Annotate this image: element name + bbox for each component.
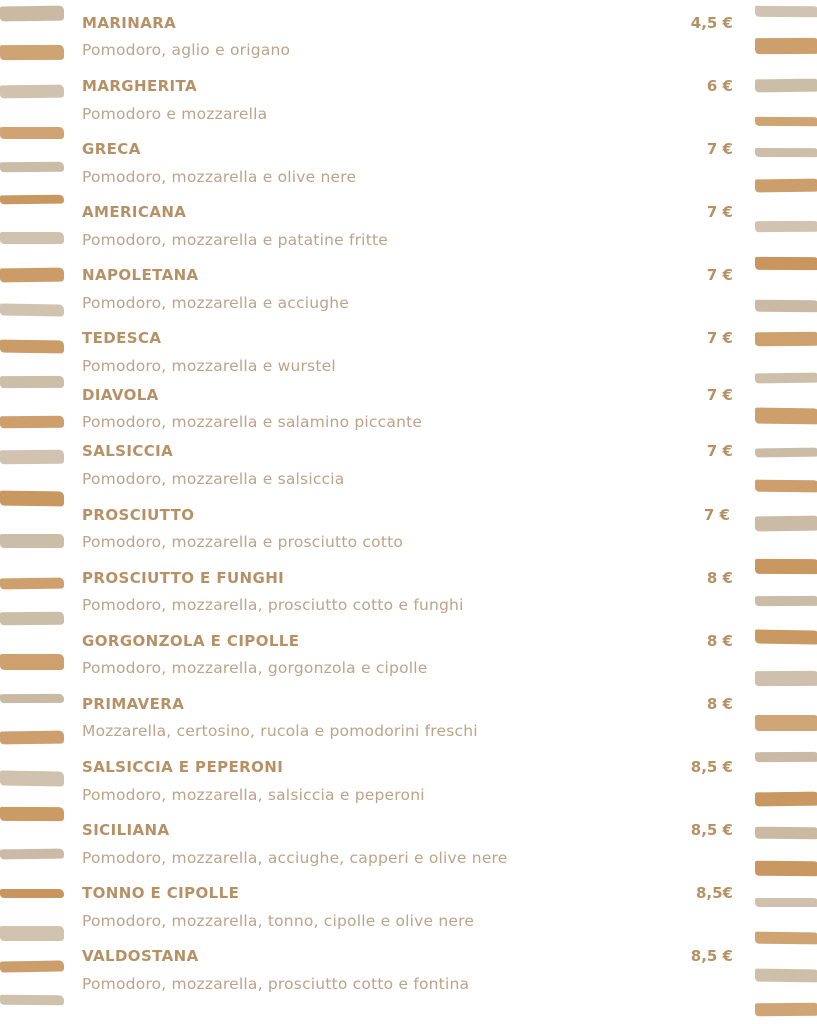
menu-item-price: 8 € [706,632,733,650]
menu-item-name: PRIMAVERA [82,695,185,713]
menu-item-name: VALDOSTANA [82,947,199,965]
menu-item-name: MARGHERITA [82,77,198,95]
menu-item-name: PROSCIUTTO E FUNGHI [82,569,285,587]
menu-item-name: DIAVOLA [82,386,159,404]
menu-item-price: 7 € [706,442,733,460]
menu-item-description: Pomodoro, mozzarella e salsiccia [82,470,345,488]
menu-item-description: Pomodoro e mozzarella [82,105,268,123]
menu-item-price: 6 € [706,77,733,95]
menu-item-name: TONNO E CIPOLLE [82,884,240,902]
menu-item-description: Pomodoro, mozzarella, prosciutto cotto e funghi [82,596,464,614]
menu-item-price: 7 € [706,203,733,221]
menu-item-description: Pomodoro, mozzarella, prosciutto cotto e fontina [82,975,470,993]
menu-item-name: PROSCIUTTO [82,506,195,524]
menu-item-description: Pomodoro, mozzarella e salamino piccante [82,413,423,431]
menu-item-name: SALSICCIA [82,442,174,460]
menu-item-price: 7 € [706,140,733,158]
menu-item-name: NAPOLETANA [82,266,199,284]
menu-item-description: Pomodoro, mozzarella e prosciutto cotto [82,533,404,551]
menu-item-price: 7 € [703,506,730,524]
menu-item-name: GRECA [82,140,141,158]
menu-item-description: Pomodoro, mozzarella e wurstel [82,357,336,375]
menu-item-price: 8,5 € [690,947,733,965]
menu-item-description: Pomodoro, aglio e origano [82,41,291,59]
menu-item-price: 8,5 € [690,758,733,776]
menu-item-description: Pomodoro, mozzarella e acciughe [82,294,350,312]
menu-item-name: GORGONZOLA E CIPOLLE [82,632,300,650]
menu-item-name: AMERICANA [82,203,187,221]
menu-item-price: 7 € [706,386,733,404]
menu-item-name: SICILIANA [82,821,170,839]
menu-item-description: Pomodoro, mozzarella e patatine fritte [82,231,388,249]
menu-item-price: 8,5 € [690,821,733,839]
menu-item-name: SALSICCIA E PEPERONI [82,758,284,776]
menu-item-description: Pomodoro, mozzarella e olive nere [82,168,357,186]
menu-item-name: MARINARA [82,14,177,32]
menu-item-price: 8 € [706,695,733,713]
menu-item-price: 7 € [706,329,733,347]
menu-item-description: Pomodoro, mozzarella, acciughe, capperi e olive nere [82,849,508,867]
menu-item-description: Pomodoro, mozzarella, tonno, cipolle e olive nere [82,912,475,930]
menu-item-price: 8 € [706,569,733,587]
menu-item-description: Pomodoro, mozzarella, salsiccia e peperoni [82,786,425,804]
menu-item-description: Pomodoro, mozzarella, gorgonzola e cipolle [82,659,428,677]
menu-item-description: Mozzarella, certosino, rucola e pomodorini freschi [82,722,478,740]
menu-item-name: TEDESCA [82,329,162,347]
menu-item-price: 8,5€ [695,884,733,902]
menu-item-price: 7 € [706,266,733,284]
menu-item-price: 4,5 € [690,14,733,32]
